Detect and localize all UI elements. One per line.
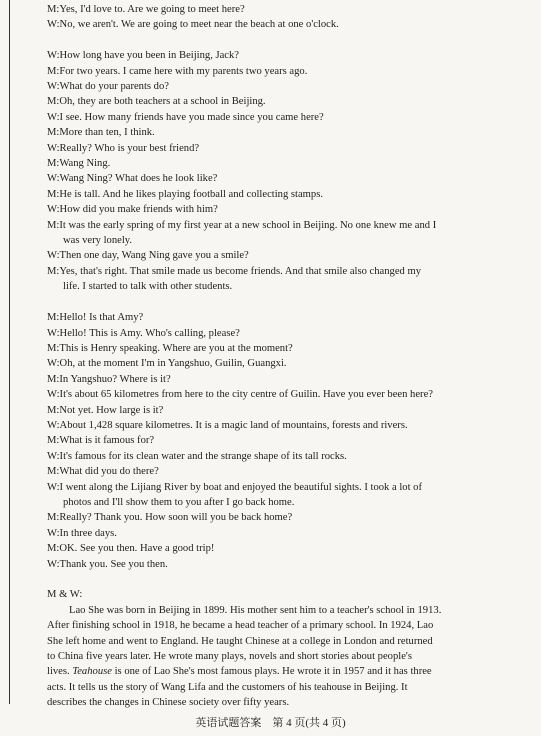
passage-line: Lao She was born in Beijing in 1899. His mother sent him to a teacher's school in 1913.	[69, 604, 442, 616]
margin-rule	[9, 0, 10, 704]
dialog-line: W:It's famous for its clean water and the strange shape of its tall rocks.	[47, 450, 347, 462]
dialog-line: M:He is tall. And he likes playing football and collecting stamps.	[47, 188, 323, 200]
dialog-line: W:No, we aren't. We are going to meet near the beach at one o'clock.	[47, 19, 339, 31]
dialog-line: M:What did you do there?	[47, 466, 159, 478]
answer-script	[47, 2, 529, 711]
dialog-line: M:For two years. I came here with my parents two years ago.	[47, 65, 308, 77]
passage-line: to China five years later. He wrote many plays, novels and short stories about people's	[47, 651, 412, 663]
dialog-line: W:Really? Who is your best friend?	[47, 142, 200, 154]
play-title: Teahouse	[72, 666, 112, 678]
passage-speaker: M & W:	[47, 589, 83, 601]
dialog-line: W:I went along the Lijiang River by boat and enjoyed the beautiful sights. I took a lot of	[47, 481, 423, 493]
dialog-1	[47, 2, 529, 33]
dialog-line: M:Hello! Is that Amy?	[47, 312, 144, 324]
dialog-line: M:It was the early spring of my first year at a new school in Beijing. No one knew me and I	[47, 219, 437, 231]
dialog-line: M:Really? Thank you. How soon will you be back home?	[47, 512, 293, 524]
dialog-line: W:How did you make friends with him?	[47, 204, 218, 216]
page-footer: 英语试题答案 第 4 页(共 4 页)	[195, 717, 346, 729]
passage-line	[47, 664, 529, 679]
dialog-2	[47, 48, 529, 295]
dialog-line: W:Oh, at the moment I'm in Yangshuo, Guilin, Guangxi.	[47, 358, 287, 370]
dialog-line: M:Yes, that's right. That smile made us become friends. And that smile also changed my	[47, 265, 422, 277]
dialog-line: W:In three days.	[47, 527, 117, 539]
dialog-line: W:Thank you. See you then.	[47, 558, 168, 570]
dialog-line: W:Then one day, Wang Ning gave you a smile?	[47, 250, 249, 262]
dialog-line: W:It's about 65 kilometres from here to the city centre of Guilin. Have you ever been here?	[47, 389, 433, 401]
dialog-line: W:Wang Ning? What does he look like?	[47, 173, 218, 185]
dialog-line: M:This is Henry speaking. Where are you at the moment?	[47, 342, 293, 354]
dialog-line: W:Hello! This is Amy. Who's calling, please?	[47, 327, 240, 339]
dialog-line: M:Not yet. How large is it?	[47, 404, 164, 416]
dialog-3	[47, 310, 529, 572]
dialog-line: W:What do your parents do?	[47, 81, 169, 93]
dialog-line: M:OK. See you then. Have a good trip!	[47, 543, 215, 555]
dialog-line: M:What is it famous for?	[47, 435, 155, 447]
passage	[47, 587, 529, 710]
dialog-line: W:About 1,428 square kilometres. It is a magic land of mountains, forests and rivers.	[47, 419, 408, 431]
dialog-line-continued: was very lonely.	[63, 235, 133, 247]
dialog-line: W:I see. How many friends have you made since you came here?	[47, 111, 324, 123]
passage-line-prefix: lives.	[47, 666, 73, 678]
passage-line-rest: is one of Lao She's most famous plays. He wrote it in 1957 and it has three	[114, 666, 432, 678]
dialog-line: W:How long have you been in Beijing, Jack?	[47, 50, 240, 62]
dialog-line: M:More than ten, I think.	[47, 127, 155, 139]
passage-line: She left home and went to England. He taught Chinese at a college in London and returned	[47, 635, 433, 647]
dialog-line-continued: life. I started to talk with other students.	[63, 281, 233, 293]
passage-line: After finishing school in 1918, he became a head teacher of a primary school. In 1924, Lao	[47, 620, 434, 632]
dialog-line: M:Yes, I'd love to. Are we going to meet here?	[47, 4, 245, 15]
dialog-line: M:Oh, they are both teachers at a school in Beijing.	[47, 96, 266, 108]
dialog-line: M:In Yangshuo? Where is it?	[47, 373, 171, 385]
passage-line: acts. It tells us the story of Wang Lifa and the customers of his teahouse in Beijing. It	[47, 681, 408, 693]
passage-line: describes the changes in Chinese society over fifty years.	[47, 697, 290, 709]
dialog-line: M:Wang Ning.	[47, 158, 111, 170]
dialog-line-continued: photos and I'll show them to you after I go back home.	[63, 496, 295, 508]
